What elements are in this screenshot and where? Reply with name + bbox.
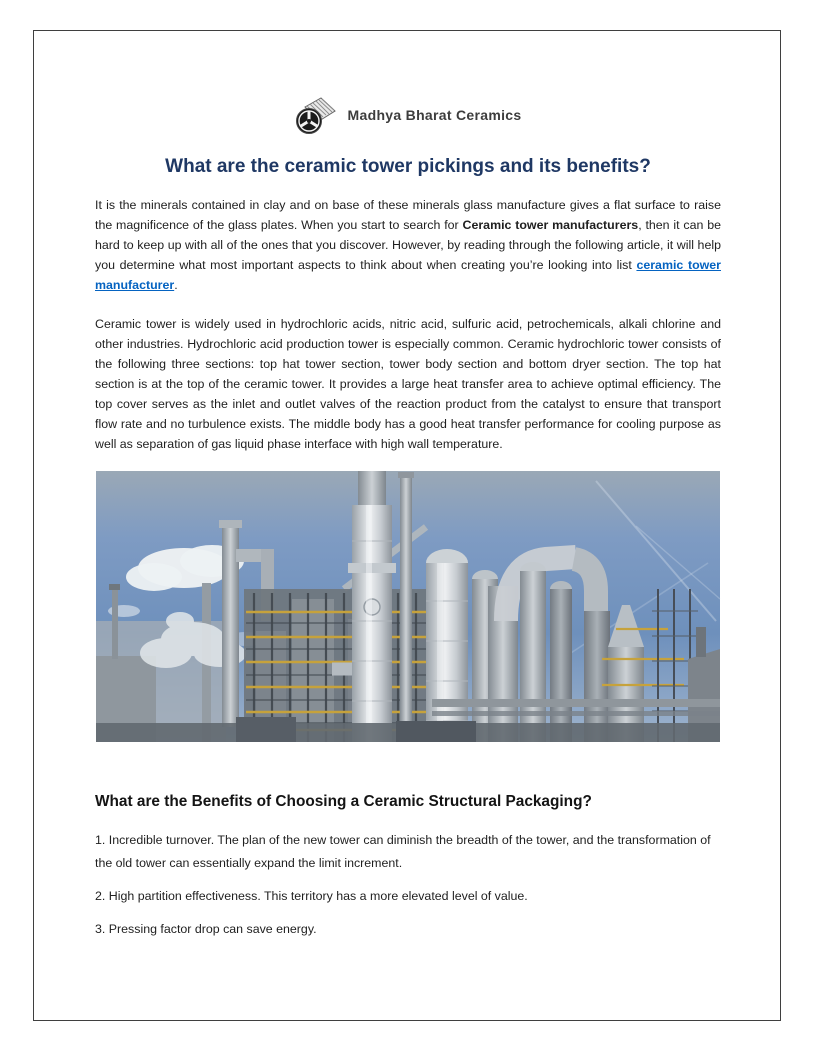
plant-photo xyxy=(95,471,721,742)
benefit-item-1: 1. Incredible turnover. The plan of the new tower can diminish the breadth of the tower, and the transformation of the old tower can essentially expand the limit increment. xyxy=(95,833,711,870)
benefit-item-3: 3. Pressing factor drop can save energy. xyxy=(95,922,317,936)
intro-paragraph xyxy=(95,195,721,295)
ceramics-drum-logo-icon xyxy=(295,95,337,135)
benefits-heading: What are the Benefits of Choosing a Ceramic Structural Packaging? xyxy=(95,793,592,810)
page-title: What are the ceramic tower pickings and its benefits? xyxy=(165,156,651,177)
logo xyxy=(95,94,721,136)
intro-text-1: It is the minerals contained in clay and on base of these minerals glass manufacture gives a flat surface to raise the magnificence of the glass plates. When you start to search for xyxy=(95,198,721,232)
intro-text-2: , then it can be hard to keep up with all of the ones that you discover. However, by reading through the following article, it will help you determine what most important aspects to think about when creating you’re looking into list xyxy=(95,218,721,272)
plant-photo-illustration xyxy=(95,471,721,742)
description-paragraph: Ceramic tower is widely used in hydrochloric acids, nitric acid, sulfuric acid, petrochemicals, alkali chlorine and other industries. Hydrochloric acid production tower is especially common. Ceramic hydrochloric tower consists of the following three sections: top hat tower section, tower body section and bottom dryer section. The top hat section is at the top of the ceramic tower. It provides a large heat transfer area to achieve optimal efficiency. The top cover serves as the inlet and outlet valves of the reaction product from the catalyst to ensure that transport flow rate and no turbulence exists. The middle body has a good heat transfer performance for cooling purpose as well as separation of gas liquid phase interface with high wall temperature. xyxy=(95,317,721,451)
ceramic-tower-manufacturer-link[interactable]: ceramic tower manufacturer xyxy=(95,258,721,292)
center-towers xyxy=(348,471,414,742)
bold-keyword: Ceramic tower manufacturers xyxy=(462,218,639,232)
logo-text: Madhya Bharat Ceramics xyxy=(347,107,522,123)
intro-text-3: . xyxy=(174,278,178,292)
benefit-item-2: 2. High partition effectiveness. This territory has a more elevated level of value. xyxy=(95,889,528,903)
page-content xyxy=(95,94,721,951)
